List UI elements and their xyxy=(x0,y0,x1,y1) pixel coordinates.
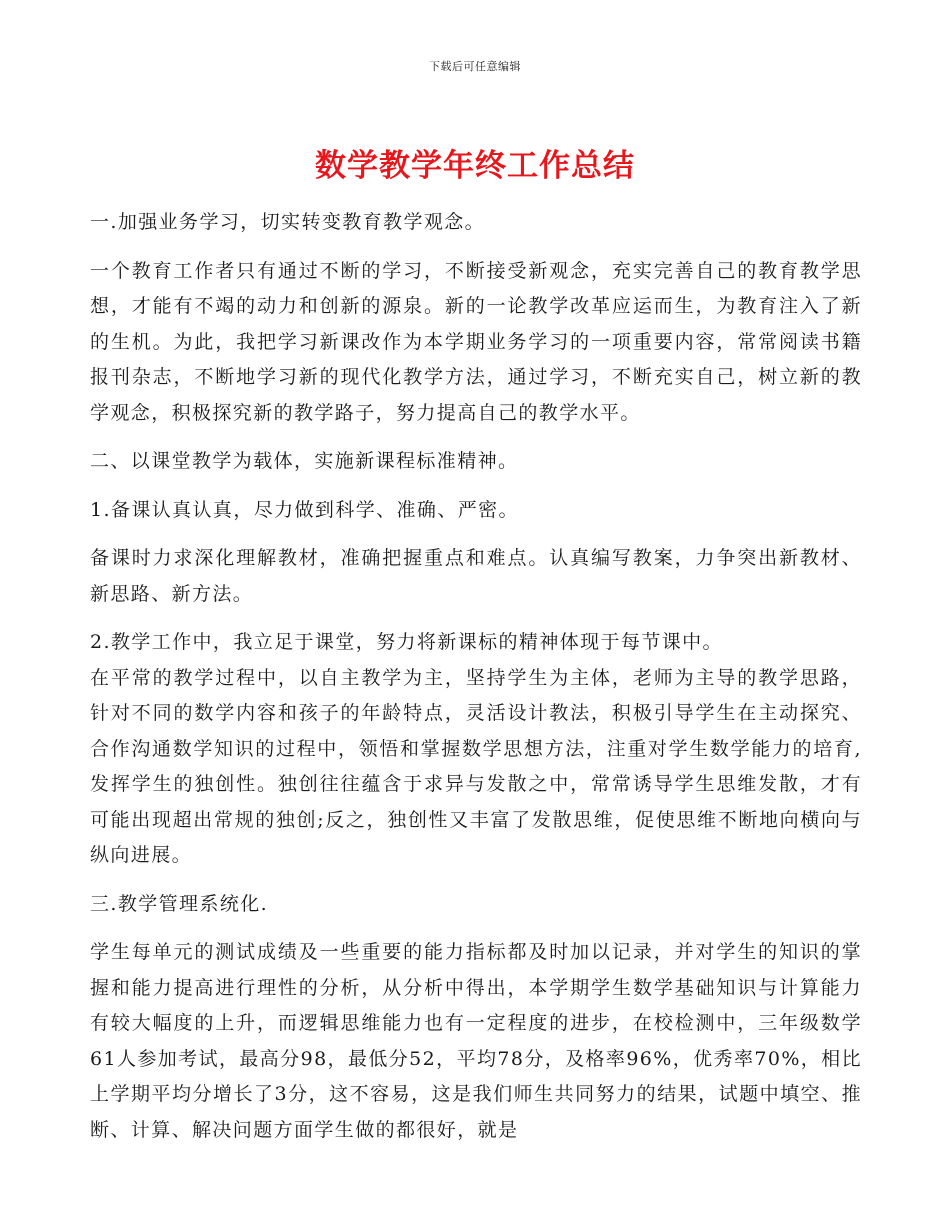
subsection-heading: 1.备课认真认真，尽力做到科学、准确、严密。 xyxy=(90,498,519,521)
section-heading: 二、以课堂教学为载体，实施新课程标准精神。 xyxy=(90,450,519,472)
body-paragraph: 学生每单元的测试成绩及一些重要的能力指标都及时加以记录，并对学生的知识的掌握和能力提高进行理性的分析，从分析中得出，本学期学生数学基础知识与计算能力有较大幅度的上升，而逻辑思维能力也有一定程度的进步，在校检测中，三年级数学61人参加考试，最高分98，最低分52，平均78分，及格率96%，优秀率70%，相比上学期平均分增长了3分，这不容易，这是我们师生共同努力的结果，试题中填空、推断、计算、解决问题方面学生做的都很好，就是 xyxy=(90,941,862,1141)
section-heading: 一.加强业务学习，切实转变教育教学观念。 xyxy=(90,211,486,233)
body-paragraph: 在平常的教学过程中，以自主教学为主，坚持学生为主体，老师为主导的教学思路，针对不同的数学内容和孩子的年龄特点，灵活设计教法，积极引导学生在主动探究、合作沟通数学知识的过程中，领悟和掌握数学思想方法，注重对学生数学能力的培育,发挥学生的独创性。独创往往蕴含于求异与发散之中，常常诱导学生思维发散，才有可能出现超出常规的独创;反之，独创性又丰富了发散思维，促使思维不断地向横向与纵向进展。 xyxy=(90,666,862,866)
document-body xyxy=(90,205,862,1161)
subsection-heading: 2.教学工作中，我立足于课堂，努力将新课标的精神体现于每节课中。 xyxy=(90,631,723,653)
document-title: 数学教学年终工作总结 xyxy=(315,148,635,184)
header-note: 下载后可任意编辑 xyxy=(429,60,521,73)
body-paragraph: 备课时力求深化理解教材，准确把握重点和难点。认真编写教案，力争突出新教材、新思路、新方法。 xyxy=(90,547,862,605)
section-heading: 三.教学管理系统化. xyxy=(90,892,269,915)
body-paragraph: 一个教育工作者只有通过不断的学习，不断接受新观念，充实完善自己的教育教学思想，才能有不竭的动力和创新的源泉。新的一论教学改革应运而生，为教育注入了新的生机。为此，我把学习新课改作为本学期业务学习的一项重要内容，常常阅读书籍报刊杂志，不断地学习新的现代化教学方法，通过学习，不断充实自己，树立新的教学观念，积极探究新的教学路子，努力提高自己的教学水平。 xyxy=(90,259,862,424)
